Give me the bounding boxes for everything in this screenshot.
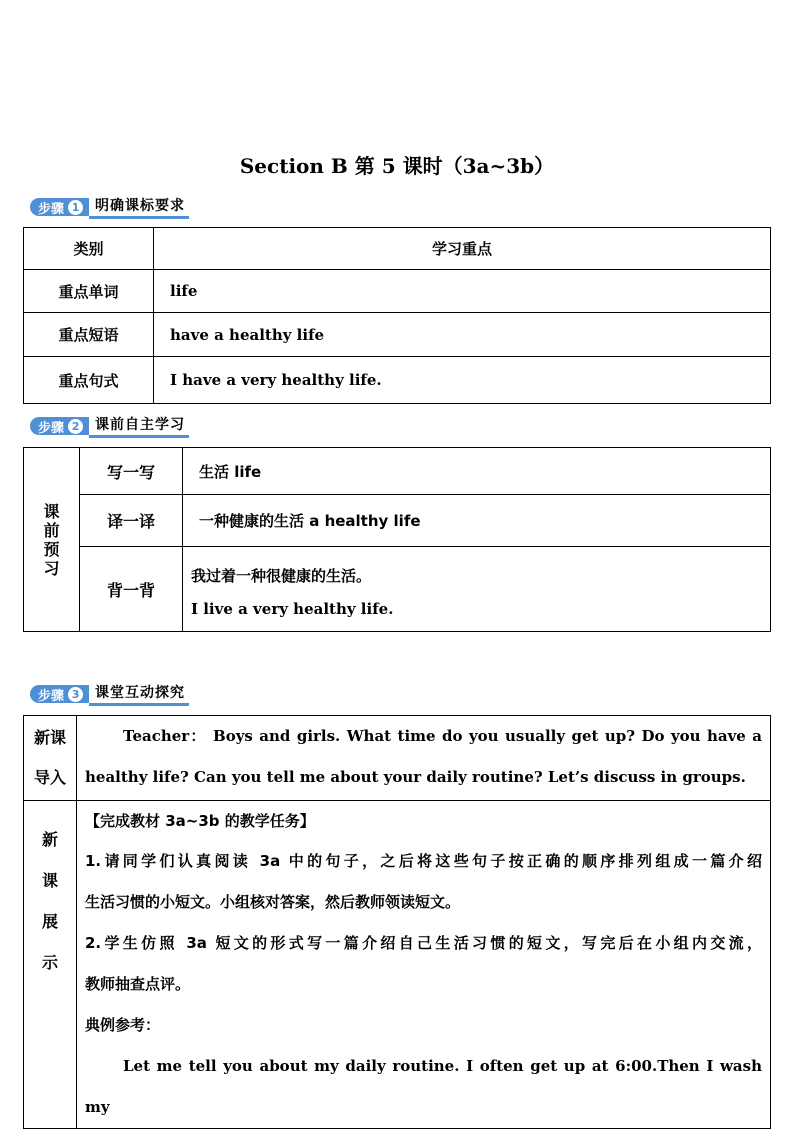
row-value: 一种健康的生活 a healthy life	[183, 495, 771, 547]
intro-text: Teacher： Boys and girls. What time do you usually get up? Do you have a healthy life? Can you tell me about your daily routine? Let’s discuss in groups.	[77, 716, 771, 801]
table-row	[24, 547, 771, 632]
step-1-heading	[30, 197, 189, 217]
page-title: Section B 第 5 课时（3a~3b）	[239, 154, 555, 178]
table-row	[24, 716, 771, 801]
preview-table	[23, 447, 771, 632]
row-value: life	[154, 270, 771, 313]
key-points-table	[23, 227, 771, 404]
step-number-icon: 1	[68, 200, 83, 215]
row-value: have a healthy life	[154, 313, 771, 357]
step-label: 明确课标要求	[89, 196, 189, 219]
table-header-focus: 学习重点	[154, 228, 771, 270]
step-label: 课堂互动探究	[89, 683, 189, 706]
table-header-category: 类别	[24, 228, 154, 270]
step-badge: 步骤 2	[30, 417, 89, 435]
row-label: 背一背	[80, 547, 183, 632]
table-row	[24, 357, 771, 404]
table-row	[24, 313, 771, 357]
row-value: 生活 life	[183, 448, 771, 495]
row-label: 重点句式	[24, 357, 154, 404]
step-3-heading	[30, 684, 189, 704]
showcase-label: 新 课 展 示	[24, 801, 77, 1129]
step-2-heading	[30, 416, 189, 436]
row-value: I have a very healthy life.	[154, 357, 771, 404]
row-label: 译一译	[80, 495, 183, 547]
row-label: 重点短语	[24, 313, 154, 357]
classroom-table	[23, 715, 771, 1129]
preview-side-label: 课 前 预 习	[24, 448, 80, 632]
table-row	[24, 801, 771, 1129]
table-row	[24, 448, 771, 495]
step-badge: 步骤 3	[30, 685, 89, 703]
showcase-text: 【完成教材 3a~3b 的教学任务】 1.请同学们认真阅读 3a 中的句子，之后将这些句子按正确的顺序排列组成一篇介绍 生活习惯的小短文。小组核对答案，然后教师领读短文。 2.学生仿照 3a 短文的形式写一篇介绍自己生活习惯的短文，写完后在小组内交流， 教师抽查点评。 典例参考： Let me tell you about my daily routine. I often get up at 6:00.Then I wash my	[77, 801, 771, 1129]
step-number-icon: 2	[68, 419, 83, 434]
row-label: 重点单词	[24, 270, 154, 313]
step-number-icon: 3	[68, 687, 83, 702]
row-value: 我过着一种很健康的生活。 I live a very healthy life.	[183, 547, 771, 632]
step-label: 课前自主学习	[89, 415, 189, 438]
table-row	[24, 270, 771, 313]
row-label: 写一写	[80, 448, 183, 495]
intro-label: 新课 导入	[24, 716, 77, 801]
step-badge: 步骤 1	[30, 198, 89, 216]
table-row	[24, 495, 771, 547]
